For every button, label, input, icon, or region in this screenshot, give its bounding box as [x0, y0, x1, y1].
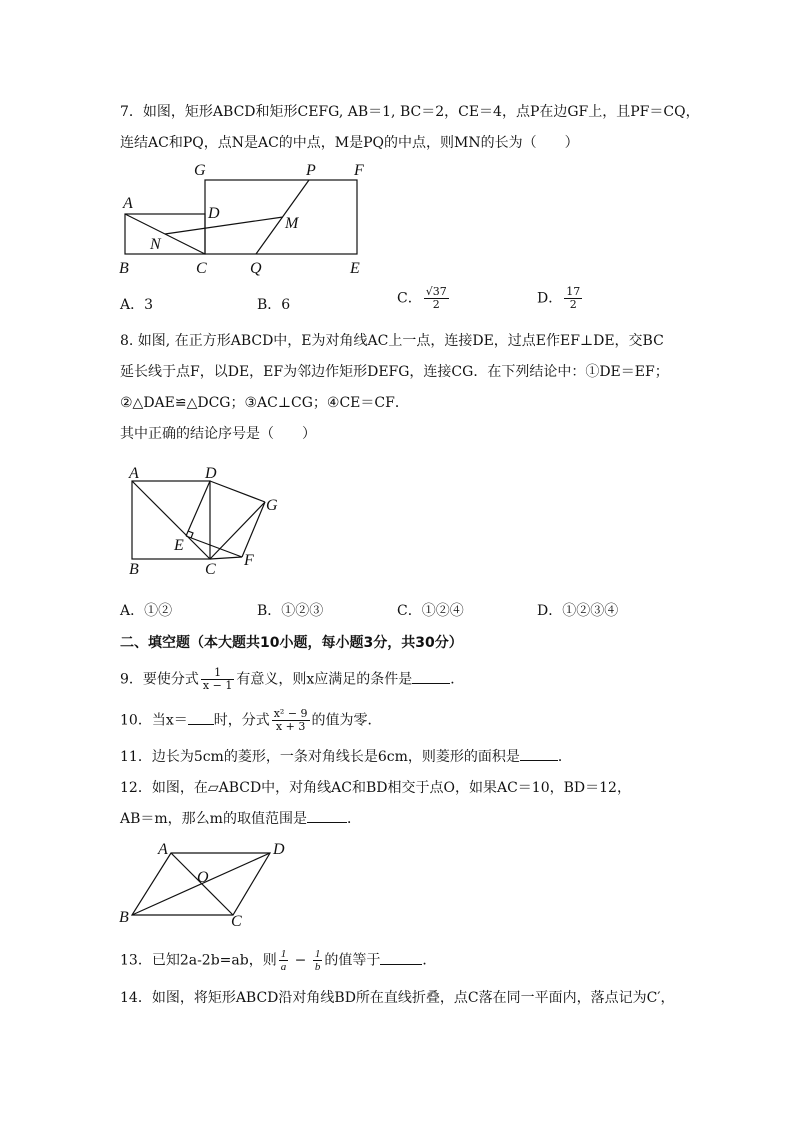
q7-option-b[interactable]: B．6 — [257, 297, 291, 313]
label-B: B — [119, 260, 129, 277]
q10-frac: $\frac{\text{x² − 9}}{x + 3}$ — [273, 707, 308, 733]
q8-figure — [120, 460, 290, 580]
label-A: A — [129, 465, 139, 482]
label-F: F — [244, 552, 254, 569]
q12-line2: AB＝m，那么m的取值范围是 ． — [120, 811, 361, 827]
label-E: E — [174, 537, 184, 554]
q10-answer-blank[interactable] — [188, 712, 214, 725]
q8-option-b[interactable]: B．①②③ — [257, 603, 324, 619]
q7-option-a[interactable]: A．3 — [120, 297, 154, 313]
line-fg — [242, 502, 265, 557]
q8-option-a[interactable]: A．①② — [120, 603, 173, 619]
q10-line: 10．当x＝ 时，分式 $\frac{\text{x² − 9}}{x + 3}$ 的值为零． — [120, 707, 382, 733]
line-de — [186, 481, 210, 536]
diagonal-ac — [132, 481, 210, 559]
label-P: P — [306, 162, 316, 179]
q8-line1: 8. 如图, 在正方形ABCD中，E为对角线AC上一点，连接DE，过点E作EF⊥DE，交BC — [120, 333, 664, 349]
line-cf — [210, 557, 242, 559]
q9-line: 9．要使分式 $\frac{1}{x - 1}$ 有意义，则x应满足的条件是 ． — [120, 666, 465, 692]
label-A: A — [123, 195, 133, 212]
line-gd — [210, 481, 265, 502]
q13-frac-1: $\frac{1}{a}$ — [280, 948, 287, 973]
label-N: N — [150, 236, 161, 253]
q9-frac: $\frac{1}{x - 1}$ — [202, 666, 233, 692]
label-D: D — [273, 841, 285, 858]
q13-answer-blank[interactable] — [380, 952, 422, 965]
q8-option-c[interactable]: C．①②④ — [397, 603, 464, 619]
label-C: C — [231, 913, 242, 928]
q7-line2: 连结AC和PQ，点N是AC的中点，M是PQ的中点，则MN的长为（ ） — [120, 135, 579, 151]
q7-option-d-frac: $\frac{17}{2}$ — [566, 285, 581, 311]
q7-option-c-frac: $\frac{√37}{2}$ — [425, 285, 447, 311]
q12-figure — [115, 838, 295, 928]
q8-option-d[interactable]: D．①②③④ — [537, 603, 619, 619]
q12-answer-blank[interactable] — [307, 810, 347, 823]
q13-frac-2: $\frac{1}{b}$ — [314, 948, 321, 973]
q7-option-d[interactable]: D． $\frac{17}{2}$ — [537, 285, 581, 311]
label-G: G — [194, 162, 206, 179]
line-mn — [165, 217, 283, 234]
line-ef — [186, 536, 242, 557]
label-D: D — [208, 205, 220, 222]
q12-line1: 12．如图，在▱ABCD中，对角线AC和BD相交于点O，如果AC＝10，BD＝12， — [120, 780, 631, 796]
q7-figure — [110, 160, 380, 280]
label-C: C — [205, 561, 216, 578]
q11-answer-blank[interactable] — [520, 748, 558, 761]
label-M: M — [285, 215, 299, 232]
q14-line1: 14．如图，将矩形ABCD沿对角线BD所在直线折叠，点C落在同一平面内，落点记为C′， — [120, 990, 675, 1006]
q7-option-c[interactable]: C． $\frac{√37}{2}$ — [397, 285, 447, 311]
line-cg — [210, 502, 265, 559]
q8-line4: 其中正确的结论序号是（ ） — [120, 426, 316, 442]
label-E: E — [350, 260, 360, 277]
label-O: O — [197, 869, 209, 886]
q7-line1: 7．如图，矩形ABCD和矩形CEFG, AB＝1, BC＝2，CE＝4，点P在边GF上，且PF＝CQ， — [120, 104, 700, 120]
q11-line: 11．边长为5cm的菱形，一条对角线长是6cm，则菱形的面积是 ． — [120, 749, 572, 765]
q8-line3: ②△DAE≌△DCG；③AC⊥CG；④CE＝CF． — [120, 395, 409, 411]
label-A: A — [158, 841, 168, 858]
q9-answer-blank[interactable] — [412, 671, 450, 684]
section-2-heading: 二、填空题（本大题共10小题，每小题3分，共30分） — [120, 635, 463, 651]
label-Q: Q — [250, 260, 262, 277]
label-B: B — [119, 909, 129, 926]
label-F: F — [354, 162, 364, 179]
q13-line: 13．已知2a-2b=ab，则 $\frac{1}{a}$ − $\frac{1}{b}$ 的值等于 ． — [120, 948, 437, 973]
label-D: D — [205, 465, 217, 482]
label-G: G — [266, 497, 278, 514]
label-B: B — [129, 561, 139, 578]
label-C: C — [196, 260, 207, 277]
q8-line2: 延长线于点F，以DE，EF为邻边作矩形DEFG，连接CG．在下列结论中：①DE＝EF； — [120, 364, 669, 380]
